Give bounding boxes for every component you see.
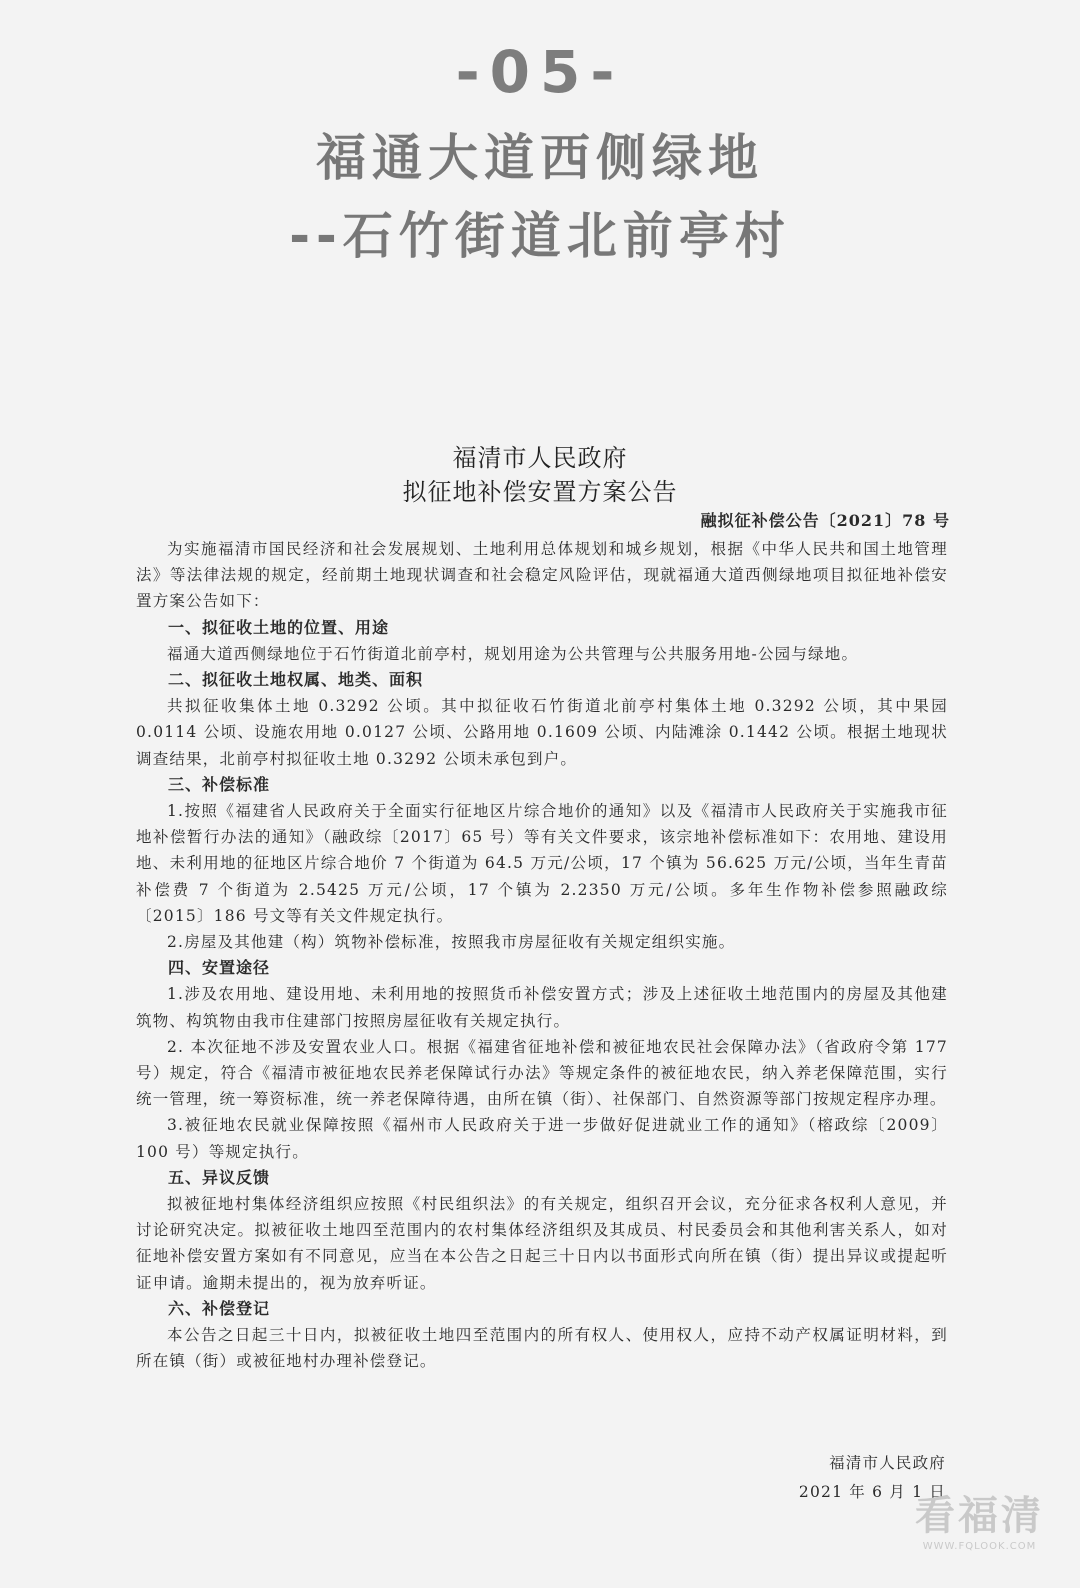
paragraph: 1.按照《福建省人民政府关于全面实行征地区片综合地价的通知》以及《福清市人民政府关于实施我市征地补偿暂行办法的通知》（融政综〔2017〕65 号）等有关文件要求，该宗地补偿标准如下：农用地、建设用地、未利用地的征地区片综合地价 7 个街道为 64.5 万元/公顷，17 个镇为 56.625 万元/公顷，当年生青苗补偿费 7 个街道为 2.5425 万元/公顷，17 个镇为 2.2350 万元/公顷。多年生作物补偿参照融政综〔2015〕186 号文等有关文件规定执行。 — [136, 802, 948, 925]
signature-date: 2021 年 6 月 1 日 — [798, 1483, 946, 1501]
site-watermark — [915, 1484, 1044, 1552]
document-number: 融拟征补偿公告〔2021〕78 号 — [700, 511, 950, 530]
paragraph: 1.涉及农用地、建设用地、未利用地的按照货币补偿安置方式；涉及上述征收土地范围内的房屋及其他建筑物、构筑物由我市住建部门按照房屋征收有关规定执行。 — [136, 985, 948, 1030]
section-heading-registration: 六、补偿登记 — [168, 1298, 271, 1318]
paragraph: 2.房屋及其他建（构）筑物补偿标准，按照我市房屋征收有关规定组织实施。 — [167, 933, 736, 952]
paragraph: 拟被征地村集体经济组织应按照《村民组织法》的有关规定，组织召开会议，充分征求各权利人意见，并讨论研究决定。拟被征收土地四至范围内的农村集体经济组织及其成员、村民委员会和其他利害关系人，如对征地补偿安置方案如有不同意见，应当在本公告之日起三十日内以书面形式向所在镇（街）提出异议或提起听证申请。逾期未提出的，视为放弃听证。 — [136, 1195, 948, 1292]
watermark-url: WWW.FQLOOK.COM — [922, 1541, 1037, 1552]
section-number: -05- — [455, 38, 625, 106]
issuer-heading: 福清市人民政府 — [452, 444, 628, 472]
paragraph: 共拟征收集体土地 0.3292 公顷。其中拟征收石竹街道北前亭村集体土地 0.3292 公顷，其中果园 0.0114 公顷、设施农用地 0.0127 公顷、公路用地 0.1609 公顷、内陆滩涂 0.1442 公顷。根据土地现状调查结果，北前亭村拟征收土地 0.3292 公顷未承包到户。 — [136, 697, 948, 768]
section-heading-location: 一、拟征收土地的位置、用途 — [168, 617, 390, 637]
section-heading-compensation: 三、补偿标准 — [168, 774, 271, 794]
intro-paragraph: 为实施福清市国民经济和社会发展规划、土地利用总体规划和城乡规划，根据《中华人民共和国土地管理法》等法律法规的规定，经前期土地现状调查和社会稳定风险评估，现就福通大道西侧绿地项目拟征地补偿安置方案公告如下： — [136, 540, 948, 611]
paragraph: 3.被征地农民就业保障按照《福州市人民政府关于进一步做好促进就业工作的通知》（榕政综〔2009〕100 号）等规定执行。 — [136, 1116, 948, 1161]
section-heading-resettlement: 四、安置途径 — [168, 958, 271, 978]
project-subtitle: --石竹街道北前亭村 — [289, 207, 791, 265]
paragraph: 2. 本次征地不涉及安置农业人口。根据《福建省征地补偿和被征地农民社会保障办法》（省政府令第 177 号）规定，符合《福清市被征地农民养老保障试行办法》等规定条件的被征地农民，纳入养老保障范围，实行统一管理，统一筹资标准，统一养老保障待遇，由所在镇（街）、社保部门、自然资源等部门按规定程序办理。 — [136, 1037, 948, 1109]
notice-body — [136, 536, 948, 1375]
paragraph: 本公告之日起三十日内，拟被征收土地四至范围内的所有权人、使用权人，应持不动产权属证明材料，到所在镇（街）或被征地村办理补偿登记。 — [136, 1326, 948, 1371]
section-heading-objection: 五、异议反馈 — [168, 1167, 271, 1187]
watermark-logo-text: 看福清 — [915, 1493, 1044, 1539]
signature-organization: 福清市人民政府 — [829, 1454, 946, 1472]
notice-title: 拟征地补偿安置方案公告 — [402, 478, 678, 506]
paragraph: 福通大道西侧绿地位于石竹街道北前亭村，规划用途为公共管理与公共服务用地-公园与绿地。 — [167, 644, 859, 663]
project-title: 福通大道西侧绿地 — [316, 129, 764, 187]
section-heading-ownership: 二、拟征收土地权属、地类、面积 — [168, 670, 424, 690]
